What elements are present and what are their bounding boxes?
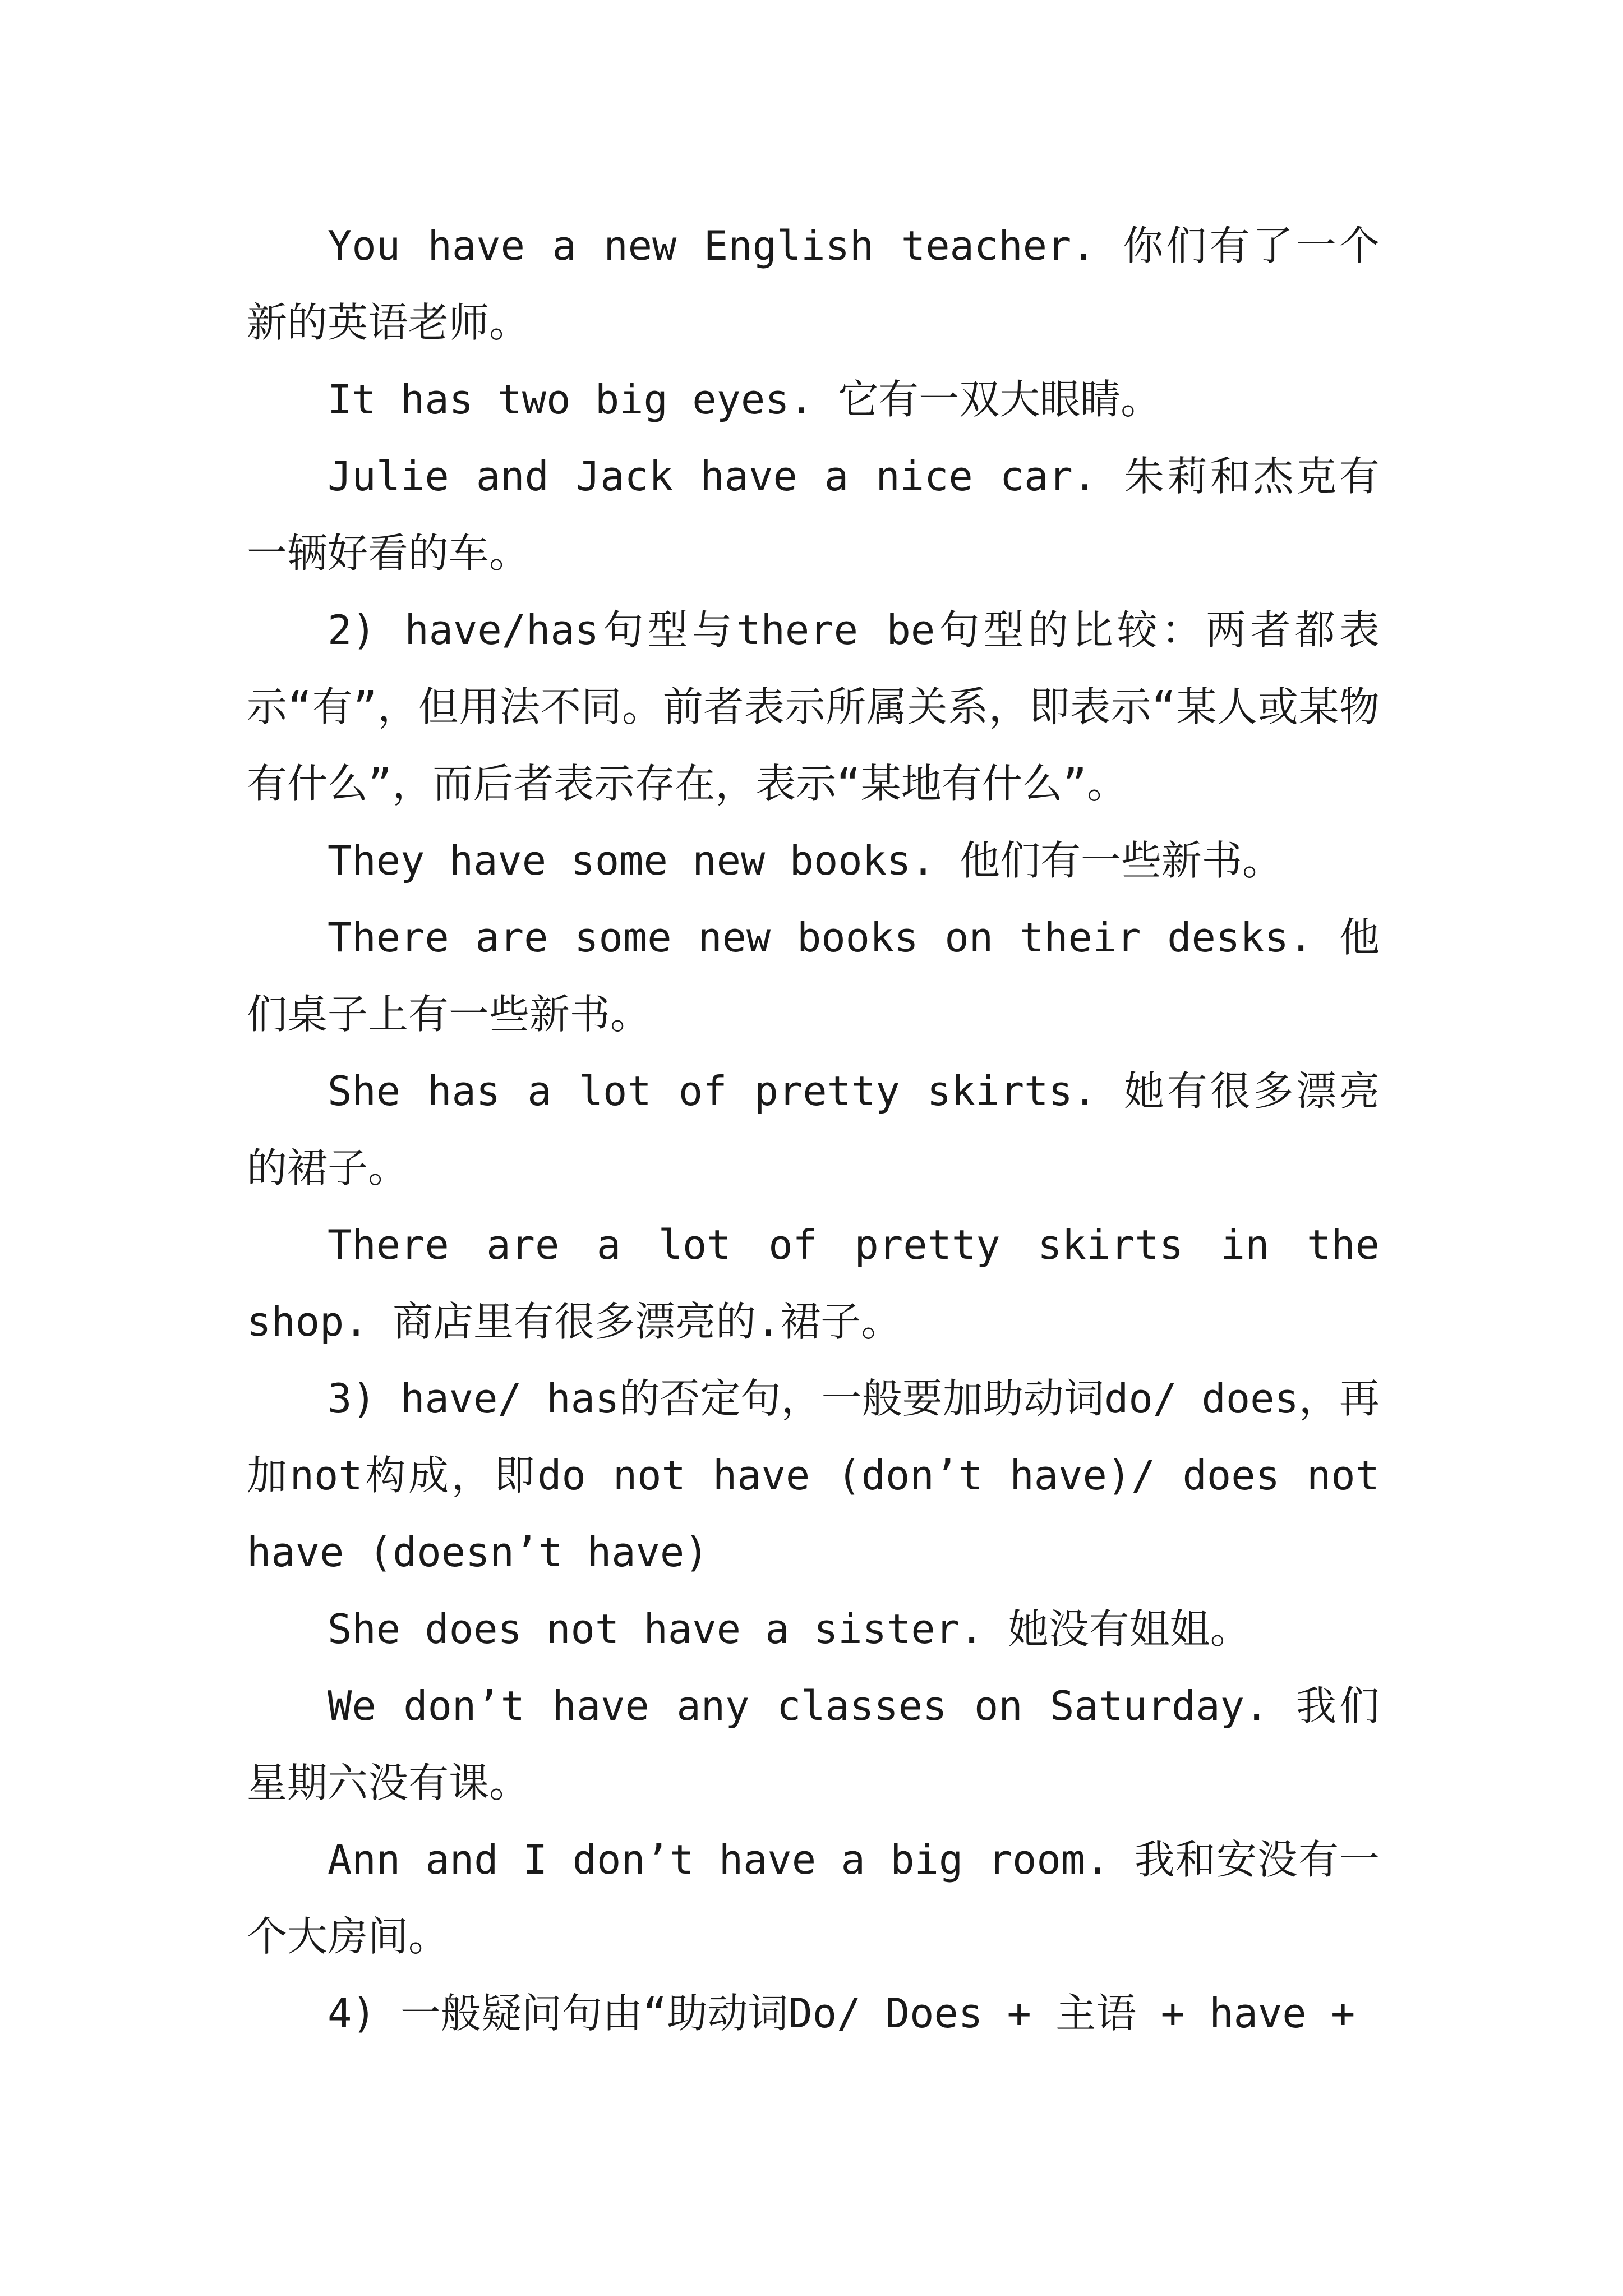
paragraph-6: There are some new books on their desks. 他们桌子上有一些新书。 (247, 914, 1380, 1038)
paragraph-1: You have a new English teacher. 你们有了一个新的英语老师。 (247, 222, 1380, 346)
paragraph-13: 4) 一般疑问句由“助动词Do/ Does + 主语 + have + (328, 1990, 1355, 2037)
paragraph-7: She has a lot of pretty skirts. 她有很多漂亮的裙子。 (247, 1068, 1380, 1191)
paragraph-4: 2) have/has句型与there be句型的比较：两者都表示“有”，但用法不同。前者表示所属关系，即表示“某人或某物有什么”，而后者表示存在，表示“某地有什么”。 (247, 606, 1380, 807)
paragraph-12: Ann and I don’t have a big room. 我和安没有一个大房间。 (247, 1836, 1380, 1960)
paragraph-8: There are a lot of pretty skirts in the shop. 商店里有很多漂亮的.裙子。 (247, 1221, 1380, 1345)
paragraph-10: She does not have a sister. 她没有姐姐。 (328, 1605, 1251, 1653)
paragraph-3: Julie and Jack have a nice car. 朱莉和杰克有一辆好看的车。 (247, 453, 1380, 577)
paragraph-11: We don’t have any classes on Saturday. 我们星期六没有课。 (247, 1682, 1380, 1806)
document-body (247, 208, 1380, 2052)
paragraph-2: It has two big eyes. 它有一双大眼睛。 (328, 376, 1161, 423)
paragraph-5: They have some new books. 他们有一些新书。 (328, 837, 1283, 884)
paragraph-9: 3) have/ has的否定句，一般要加助动词do/ does，再加not构成，即do not have (don’t have)/ does not have (doesn’t have) (247, 1375, 1380, 1576)
